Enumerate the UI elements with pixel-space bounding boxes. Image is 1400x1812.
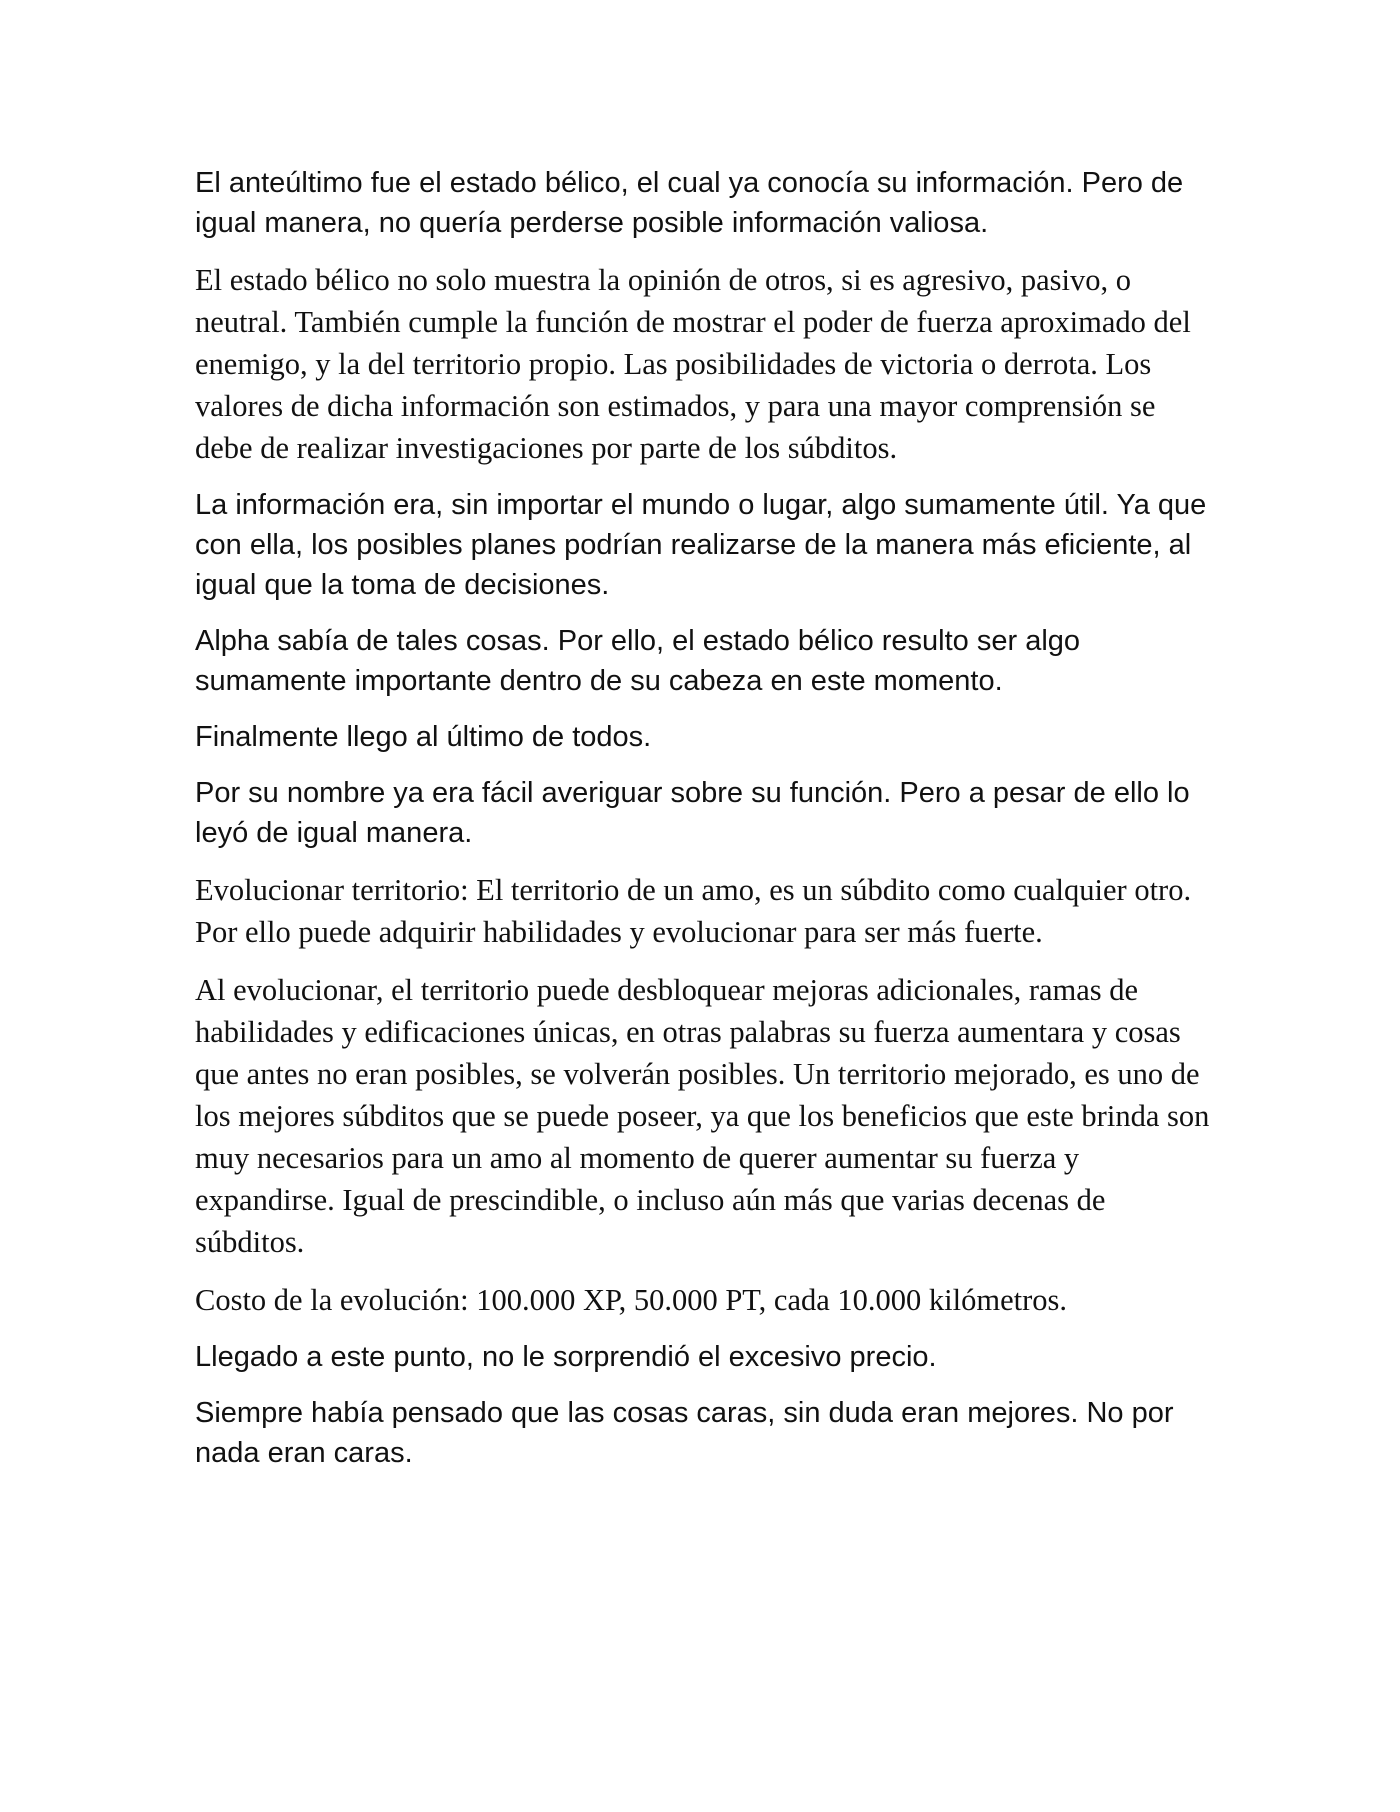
paragraph-3: La información era, sin importar el mundo o lugar, algo sumamente útil. Ya que con ella, los posibles planes podrían realizarse de la manera más eficiente, al igual que la toma de decisiones. bbox=[195, 489, 1207, 601]
paragraph-4: Alpha sabía de tales cosas. Por ello, el estado bélico resulto ser algo sumamente importante dentro de su cabeza en este momento. bbox=[195, 625, 1081, 697]
paragraph-5: Finalmente llego al último de todos. bbox=[195, 721, 652, 753]
paragraph-11: Siempre había pensado que las cosas caras, sin duda eran mejores. No por nada eran caras. bbox=[195, 1397, 1174, 1469]
paragraph-6: Por su nombre ya era fácil averiguar sobre su función. Pero a pesar de ello lo leyó de igual manera. bbox=[195, 777, 1190, 849]
paragraph-1: El anteúltimo fue el estado bélico, el cual ya conocía su información. Pero de igual manera, no quería perderse posible información valiosa. bbox=[195, 167, 1184, 239]
document-body bbox=[195, 163, 1215, 1489]
paragraph-7: Evolucionar territorio: El territorio de un amo, es un súbdito como cualquier otro. Por ello puede adquirir habilidades y evolucionar para ser más fuerte. bbox=[195, 873, 1192, 949]
paragraph-10: Llegado a este punto, no le sorprendió el excesivo precio. bbox=[195, 1341, 937, 1373]
paragraph-2: El estado bélico no solo muestra la opinión de otros, si es agresivo, pasivo, o neutral. También cumple la función de mostrar el poder de fuerza aproximado del enemigo, y la del territorio propio. Las posibilidades de victoria o derrota. Los valores de dicha información son estimados, y para una mayor comprensión se debe de realizar investigaciones por parte de los súbditos. bbox=[195, 263, 1191, 465]
paragraph-9: Costo de la evolución: 100.000 XP, 50.000 PT, cada 10.000 kilómetros. bbox=[195, 1283, 1067, 1317]
paragraph-8: Al evolucionar, el territorio puede desbloquear mejoras adicionales, ramas de habilidades y edificaciones únicas, en otras palabras su fuerza aumentara y cosas que antes no eran posibles, se volverán posibles. Un territorio mejorado, es uno de los mejores súbditos que se puede poseer, ya que los beneficios que este brinda son muy necesarios para un amo al momento de querer aumentar su fuerza y expandirse. Igual de prescindible, o incluso aún más que varias decenas de súbditos. bbox=[195, 973, 1210, 1259]
